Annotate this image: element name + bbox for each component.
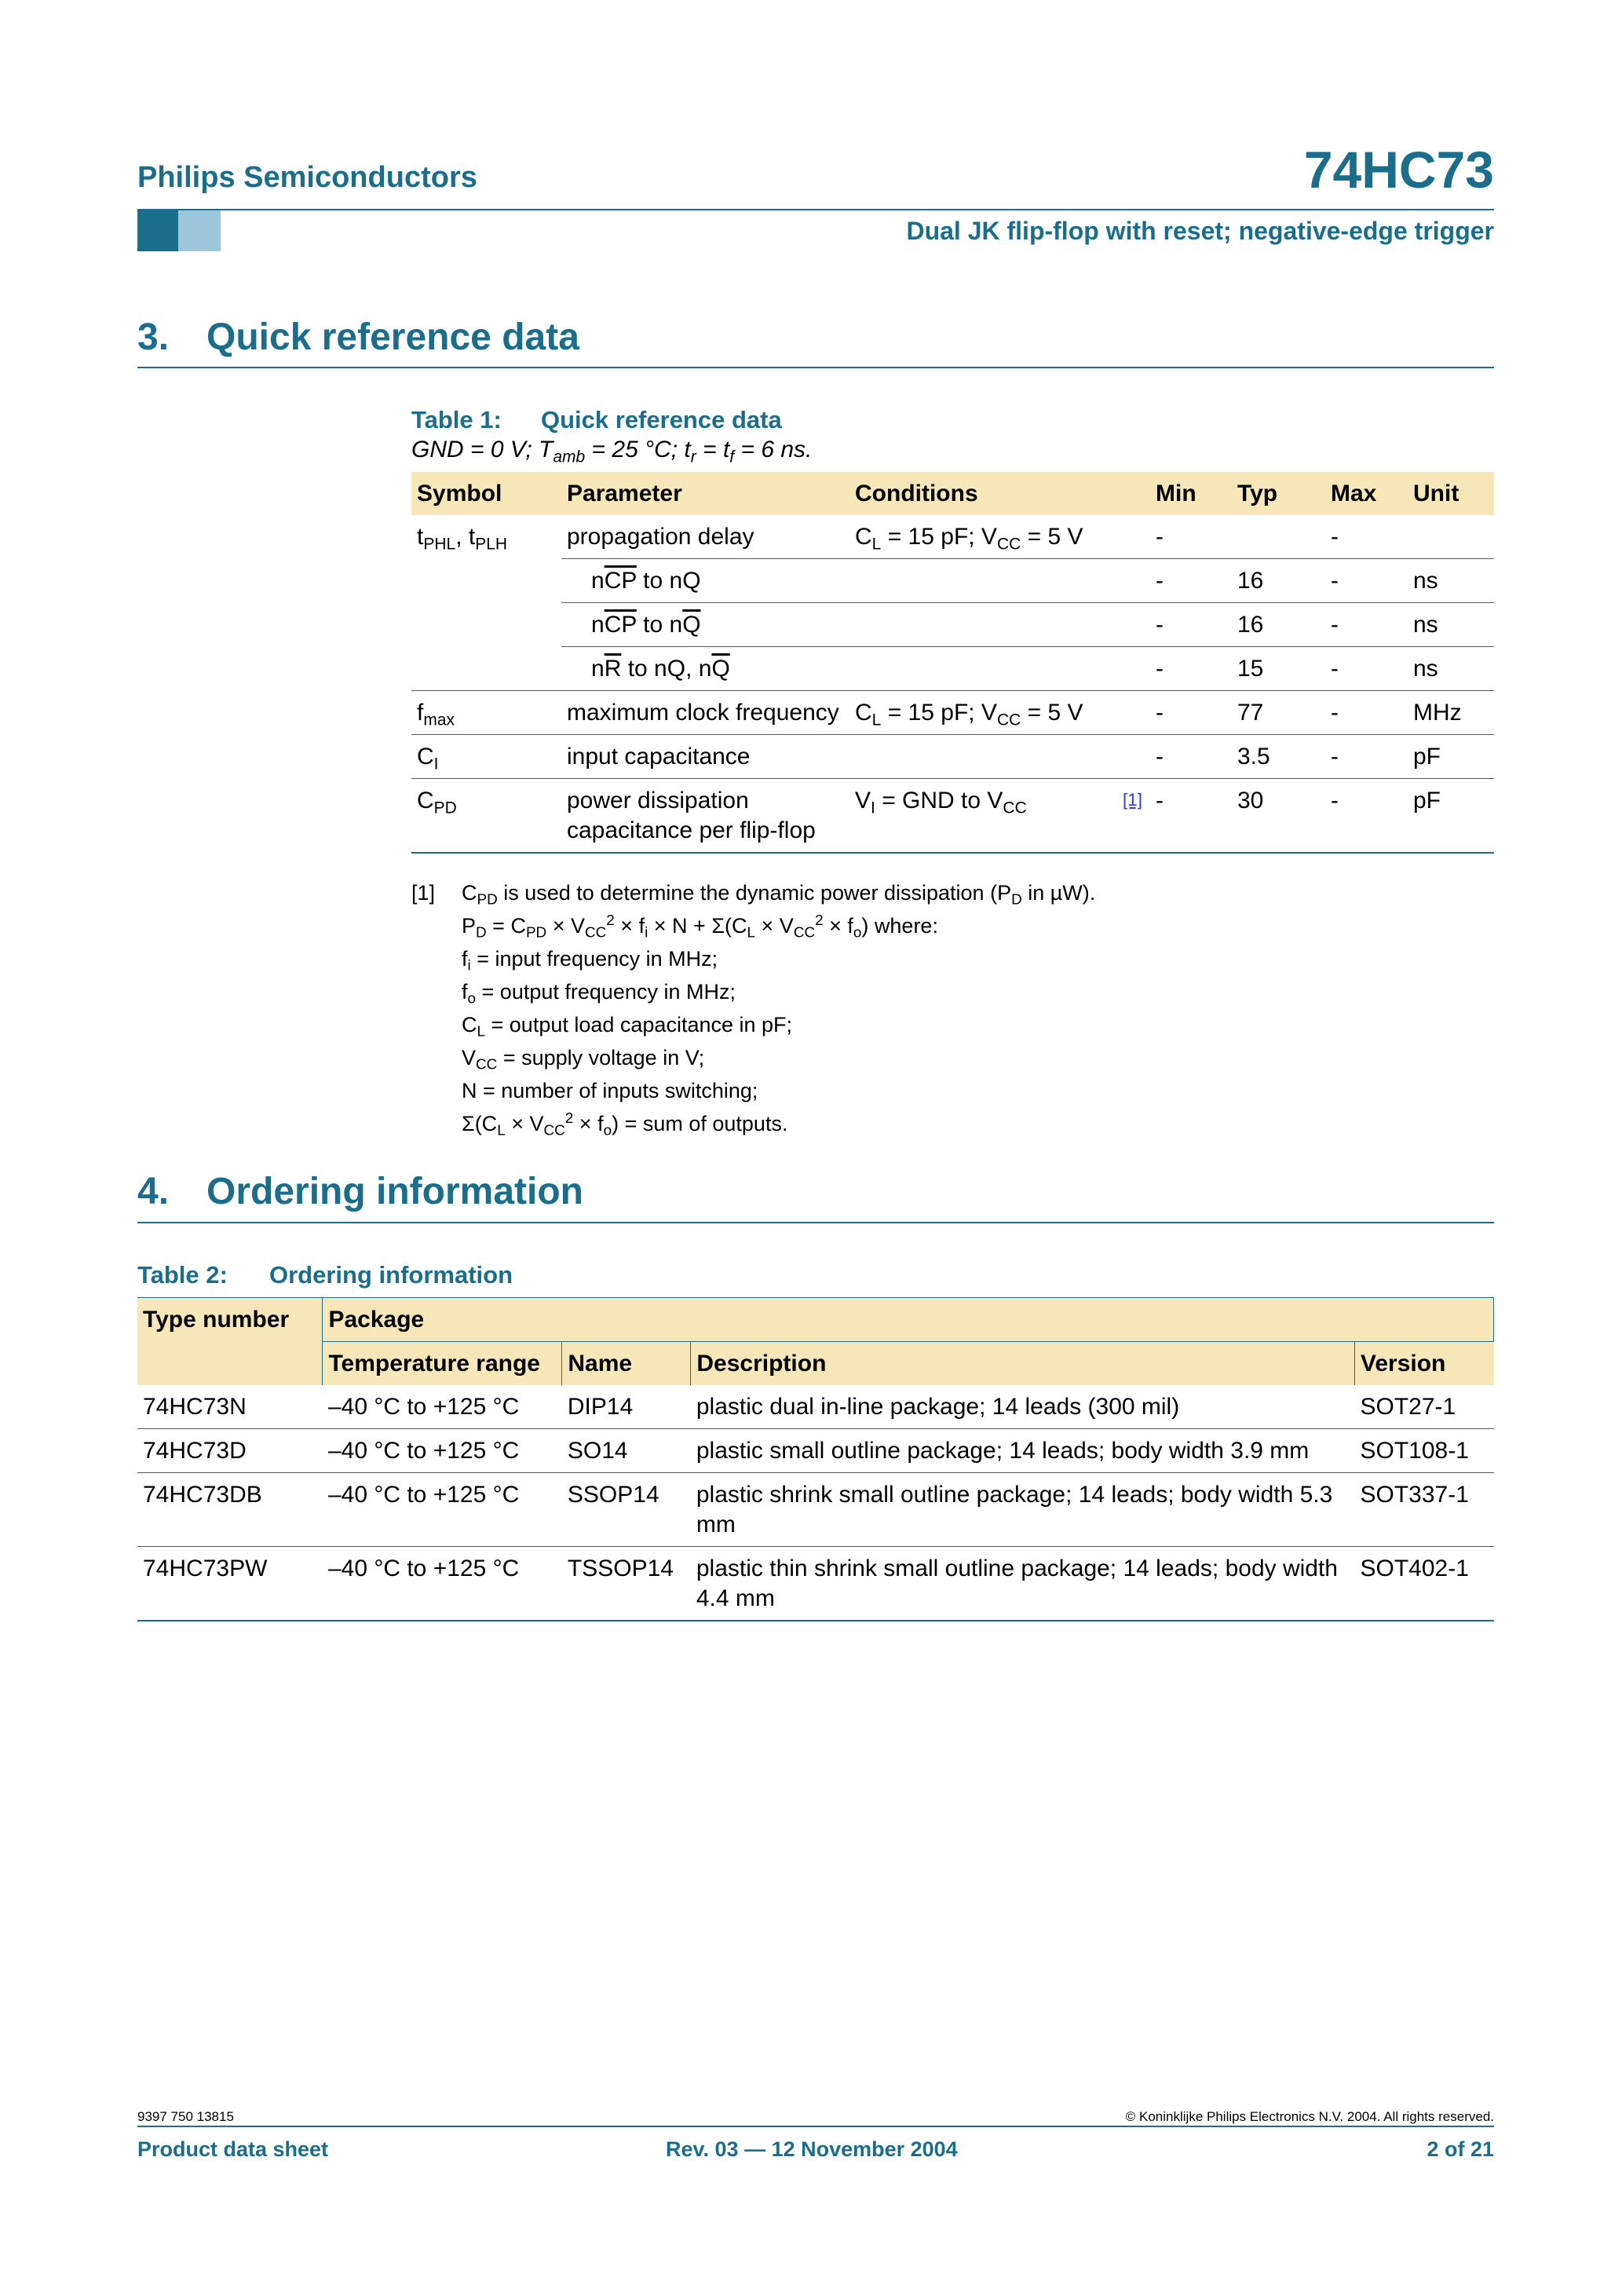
document-number: 9397 750 13815 — [137, 2109, 234, 2124]
section-3-heading — [137, 316, 579, 359]
version-cell: SOT27-1 — [1360, 1394, 1456, 1420]
temp-cell: –40 °C to +125 °C — [323, 1547, 562, 1621]
parameter-cell: $n\overline{R}$ to nQ, $n\overline{Q}$ — [561, 647, 849, 691]
max-cell: - — [1325, 647, 1408, 691]
section-number: 3. — [137, 316, 170, 358]
col-conditions: Conditions — [849, 472, 1150, 515]
table-row — [411, 735, 1494, 779]
type-cell: 74HC73D — [137, 1429, 323, 1473]
header-rule — [137, 209, 1494, 210]
temp-cell: –40 °C to +125 °C — [327, 1394, 520, 1420]
note-line: $V_{CC}$ = supply voltage in V; — [462, 1046, 705, 1073]
version-cell: SOT402-1 — [1355, 1547, 1494, 1621]
max-cell: - — [1325, 779, 1408, 854]
typ-cell: 16 — [1232, 559, 1325, 603]
symbol-cell: $C_I$ — [411, 735, 561, 779]
max-cell: - — [1331, 524, 1339, 550]
min-cell: - — [1150, 779, 1232, 854]
table-1-conditions: GND = 0 V; $T_{amb} = 25$ °C; $t_r = t_f = 6$ ns. — [411, 437, 813, 466]
section-4-rule — [137, 1222, 1494, 1223]
document-type: Product data sheet — [137, 2137, 329, 2161]
unit-cell: ns — [1408, 603, 1494, 647]
description-cell: plastic thin shrink small outline package; 14 leads; body width 4.4 mm — [691, 1547, 1355, 1621]
note-marker: [1] — [411, 881, 436, 905]
max-cell: - — [1325, 735, 1408, 779]
footnote-link[interactable]: [1] — [1122, 790, 1142, 810]
typ-cell: 30 — [1232, 779, 1325, 854]
conditions-cell — [849, 647, 1150, 691]
revision-info: Rev. 03 — 12 November 2004 — [666, 2137, 958, 2161]
min-cell: - — [1150, 691, 1232, 735]
table-row — [411, 515, 1494, 559]
brand-block-dark — [137, 210, 178, 251]
parameter-cell: $n\overline{CP}$ to $n\overline{Q}$ — [561, 603, 849, 647]
page-number: 2 of 21 — [1427, 2137, 1494, 2161]
section-title: Ordering information — [206, 1171, 583, 1212]
typ-cell: 77 — [1232, 691, 1325, 735]
note-line: $P_D = C_{PD} \times V_{CC}^2 \times f_i \times N + \Sigma(C_L \times V_{CC}^2 \times f_o)$ where: — [462, 912, 938, 941]
table-row — [137, 1547, 1494, 1621]
col-type-number: Type number — [137, 1298, 323, 1386]
col-temperature-range: Temperature range — [323, 1342, 562, 1386]
parameter-cell: propagation delay — [567, 524, 754, 550]
table-row — [137, 1385, 1494, 1429]
unit-cell: ns — [1408, 647, 1494, 691]
max-cell: - — [1325, 603, 1408, 647]
conditions-cell — [849, 559, 1150, 603]
min-cell: - — [1150, 647, 1232, 691]
min-cell: - — [1150, 559, 1232, 603]
name-cell: DIP14 — [567, 1394, 634, 1420]
unit-cell: MHz — [1408, 691, 1494, 735]
note-line: $\Sigma(C_L \times V_{CC}^2 \times f_o)$ = sum of outputs. — [462, 1110, 788, 1139]
table-title: Quick reference data — [541, 406, 782, 433]
footer-rule — [137, 2126, 1494, 2127]
parameter-cell: power dissipation capacitance per flip-flop — [561, 779, 849, 854]
typ-cell — [1232, 515, 1325, 559]
conditions-cell — [849, 735, 1150, 779]
table-row — [137, 1473, 1494, 1547]
copyright: © Koninklijke Philips Electronics N.V. 2004. All rights reserved. — [1125, 2109, 1494, 2124]
parameter-cell: input capacitance — [561, 735, 849, 779]
note-line: $C_{PD}$ is used to determine the dynamic power dissipation ($P_D$ in µW). — [462, 881, 1096, 909]
table-row — [411, 603, 1494, 647]
name-cell: SSOP14 — [562, 1473, 691, 1547]
col-min: Min — [1150, 472, 1232, 515]
unit-cell: pF — [1408, 779, 1494, 854]
note-line: $C_L$ = output load capacitance in pF; — [462, 1013, 793, 1040]
min-cell: - — [1150, 735, 1232, 779]
document-subtitle: Dual JK flip-flop with reset; negative-edge trigger — [906, 217, 1494, 245]
note-line: $f_i$ = input frequency in MHz; — [462, 947, 718, 974]
table-row — [411, 647, 1494, 691]
temp-cell: –40 °C to +125 °C — [323, 1429, 562, 1473]
section-4-heading — [137, 1170, 583, 1213]
version-cell: SOT108-1 — [1355, 1429, 1494, 1473]
description-cell: plastic small outline package; 14 leads; body width 3.9 mm — [691, 1429, 1355, 1473]
table-row — [411, 691, 1494, 735]
note-line: $f_o$ = output frequency in MHz; — [462, 980, 736, 1007]
unit-cell — [1408, 515, 1494, 559]
symbol-cell: $f_{max}$ — [411, 691, 561, 735]
company-name: Philips Semiconductors — [137, 161, 477, 194]
conditions-cell: $C_L = 15$ pF; $V_{CC} = 5$ V — [855, 524, 1083, 554]
description-cell: plastic dual in-line package; 14 leads (300 mil) — [696, 1394, 1180, 1420]
col-name: Name — [562, 1342, 691, 1386]
table-header-row — [411, 472, 1494, 515]
part-number: 74HC73 — [1303, 141, 1494, 199]
type-cell: 74HC73PW — [137, 1547, 323, 1621]
section-3-rule — [137, 367, 1494, 368]
max-cell: - — [1325, 559, 1408, 603]
section-title: Quick reference data — [206, 316, 579, 358]
quick-reference-table — [411, 472, 1494, 854]
name-cell: TSSOP14 — [562, 1547, 691, 1621]
unit-cell: ns — [1408, 559, 1494, 603]
min-cell: - — [1156, 524, 1164, 550]
table-label: Table 2: — [137, 1261, 228, 1289]
col-unit: Unit — [1408, 472, 1494, 515]
col-symbol: Symbol — [411, 472, 561, 515]
section-number: 4. — [137, 1171, 170, 1212]
table-subheader-row — [137, 1342, 1494, 1386]
conditions-cell: $C_L = 15$ pF; $V_{CC} = 5$ V — [849, 691, 1150, 735]
col-version: Version — [1355, 1342, 1494, 1386]
ordering-information-table — [137, 1297, 1494, 1621]
symbol-cell: $C_{PD}$ — [411, 779, 561, 854]
typ-cell: 15 — [1232, 647, 1325, 691]
temp-cell: –40 °C to +125 °C — [323, 1473, 562, 1547]
max-cell: - — [1325, 691, 1408, 735]
conditions-cell: $V_I$ = GND to $V_{CC}$ [1] — [849, 779, 1150, 854]
col-max: Max — [1325, 472, 1408, 515]
table-title: Ordering information — [269, 1261, 513, 1289]
table-row — [411, 559, 1494, 603]
table-notes — [462, 876, 1095, 1140]
name-cell: SO14 — [562, 1429, 691, 1473]
typ-cell: 3.5 — [1232, 735, 1325, 779]
table-header-row — [137, 1298, 1494, 1342]
col-parameter: Parameter — [561, 472, 849, 515]
conditions-cell — [849, 603, 1150, 647]
table-1-caption — [411, 406, 782, 434]
description-cell: plastic shrink small outline package; 14 leads; body width 5.3 mm — [691, 1473, 1355, 1547]
table-label: Table 1: — [411, 406, 502, 433]
brand-block-light — [178, 210, 221, 251]
type-cell: 74HC73DB — [137, 1473, 323, 1547]
symbol-cell: $t_{PHL}$, $t_{PLH}$ — [417, 524, 508, 554]
col-typ: Typ — [1232, 472, 1325, 515]
col-description: Description — [691, 1342, 1355, 1386]
col-package: Package — [323, 1298, 1494, 1342]
table-2-caption — [137, 1261, 513, 1289]
type-cell: 74HC73N — [143, 1394, 247, 1420]
table-row — [411, 779, 1494, 854]
parameter-cell: $n\overline{CP}$ to nQ — [561, 559, 849, 603]
version-cell: SOT337-1 — [1355, 1473, 1494, 1547]
typ-cell: 16 — [1232, 603, 1325, 647]
note-line: N = number of inputs switching; — [462, 1079, 758, 1102]
parameter-cell: maximum clock frequency — [561, 691, 849, 735]
min-cell: - — [1150, 603, 1232, 647]
table-row — [137, 1429, 1494, 1473]
unit-cell: pF — [1408, 735, 1494, 779]
